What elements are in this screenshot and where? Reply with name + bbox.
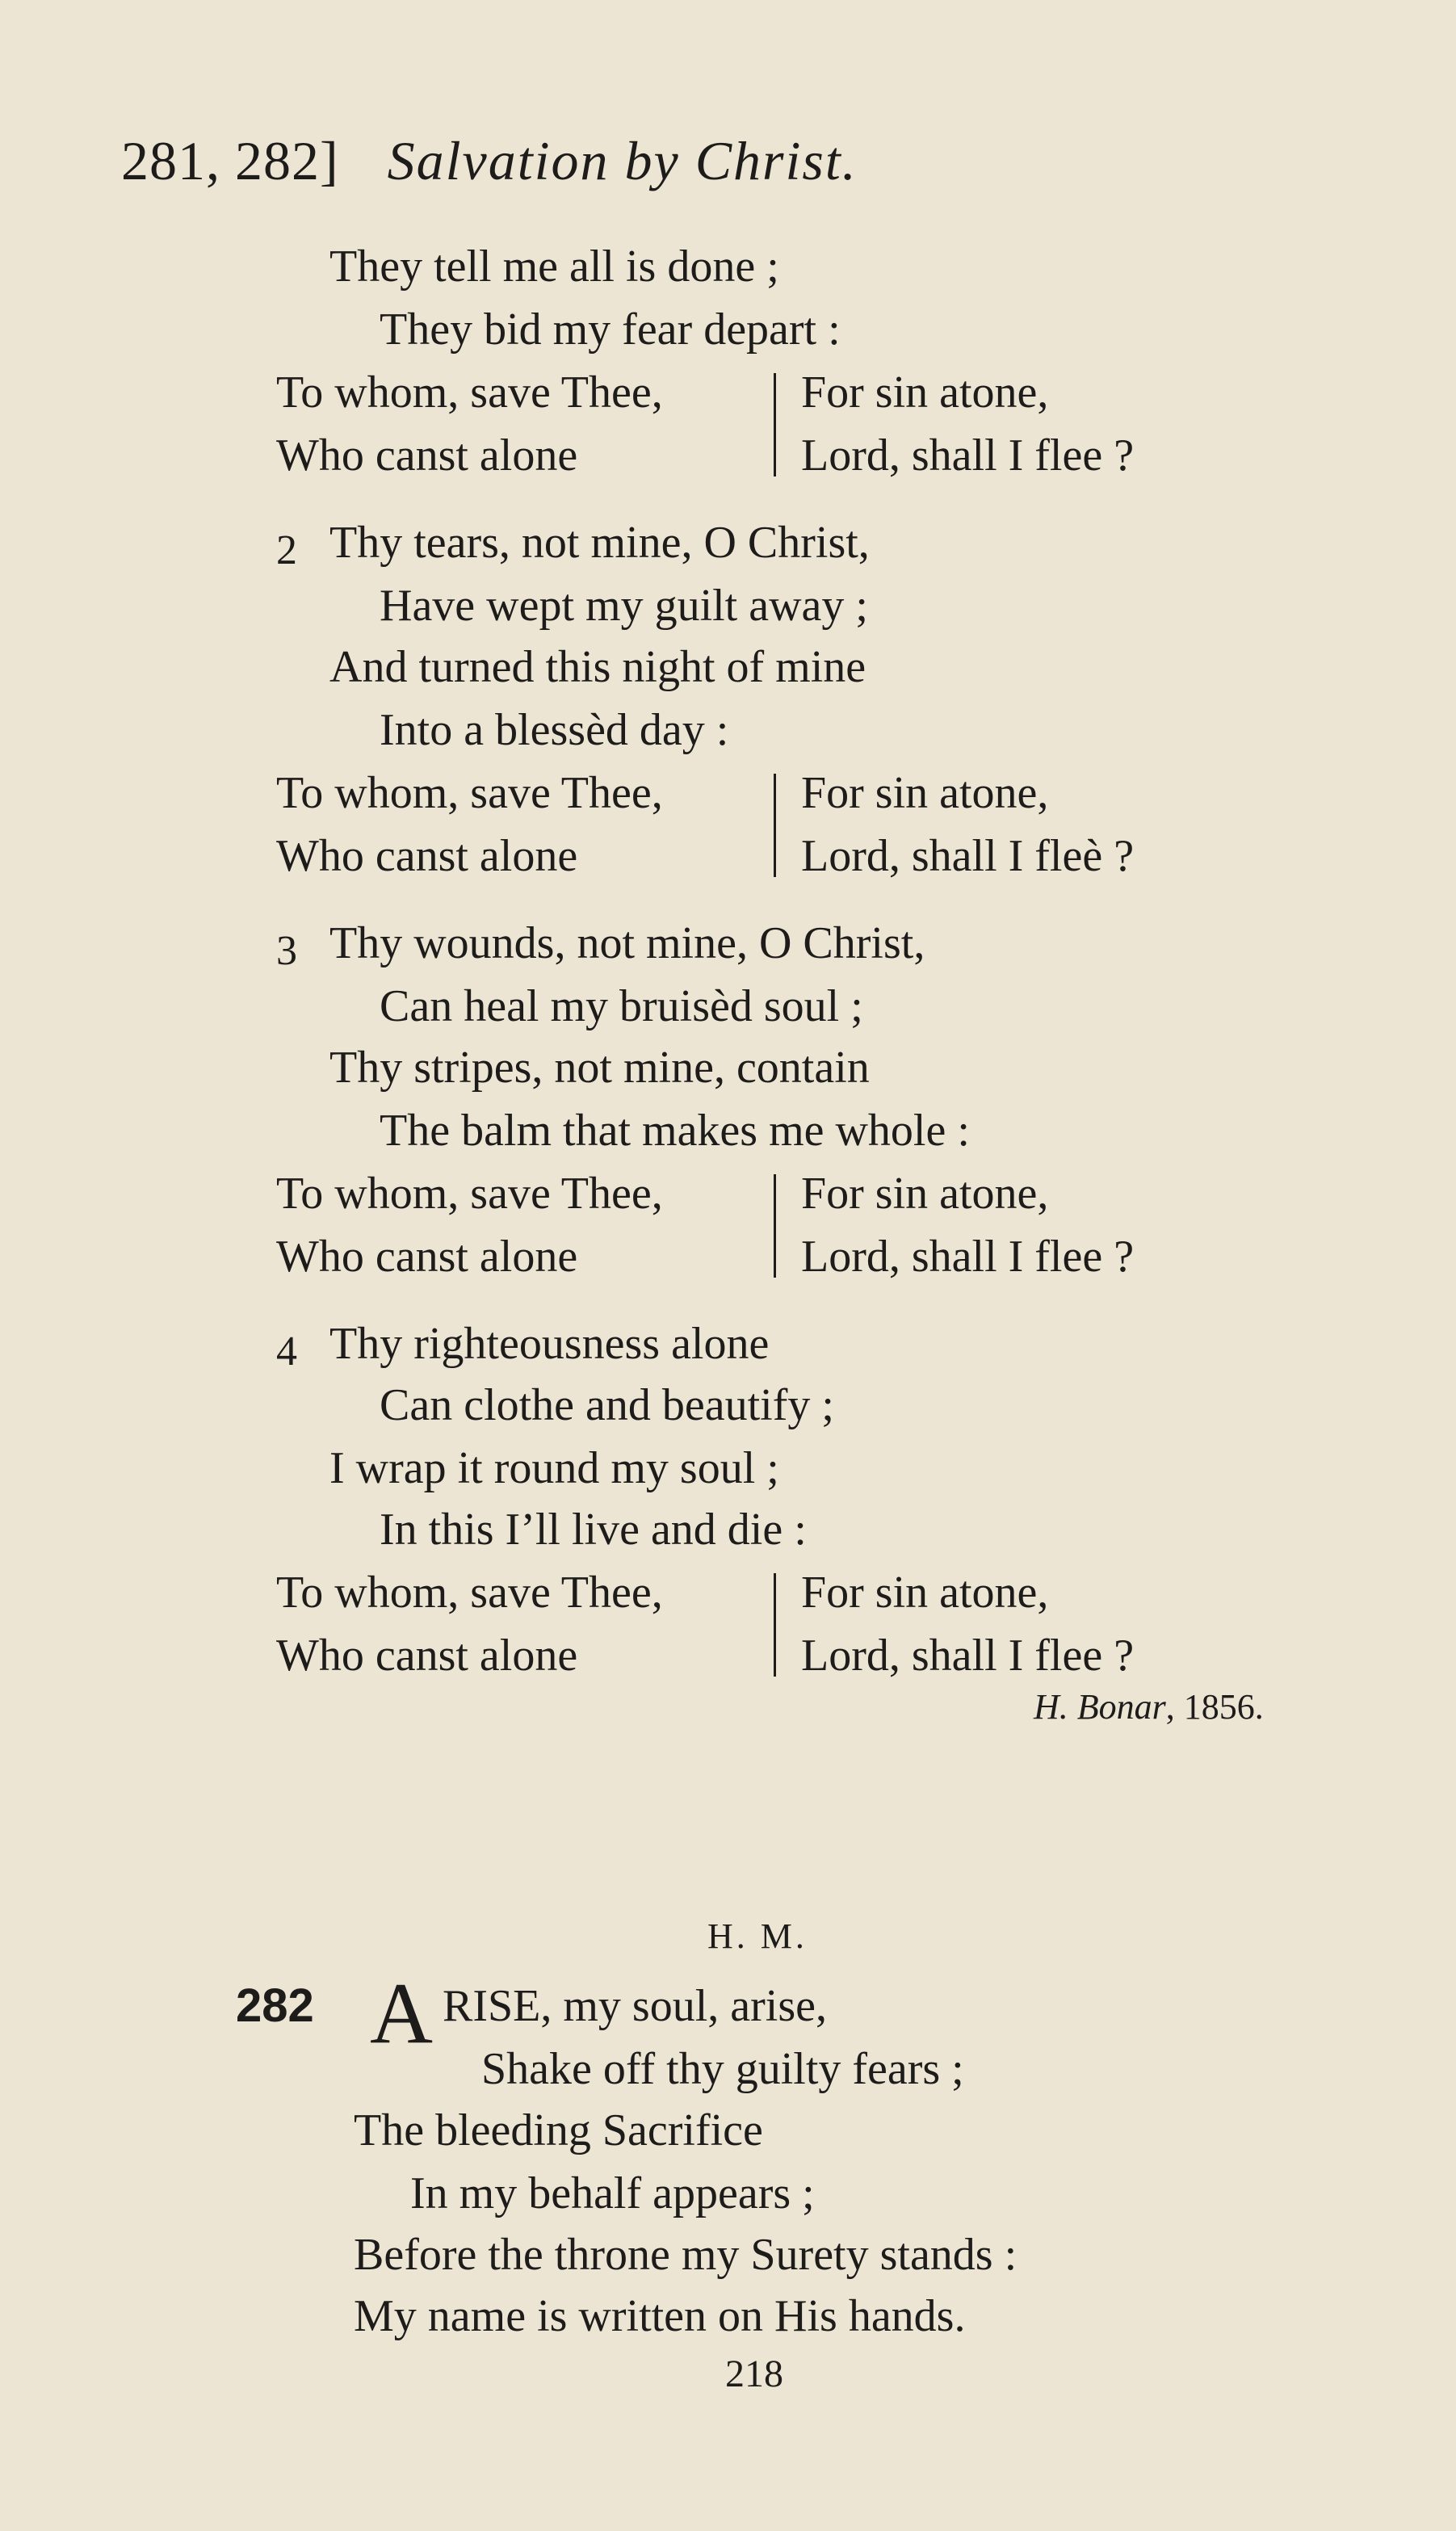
refrain-left-line: Who canst alone [276,1232,578,1282]
refrain-right-line: For sin atone, [801,1169,1049,1219]
verse-number: 4 [276,1328,297,1375]
refrain-right-line: For sin atone, [801,1568,1049,1618]
refrain-right-line: Lord, shall I flee ? [801,1631,1135,1681]
running-header [121,129,858,193]
refrain-right-line: Lord, shall I fleè ? [801,831,1135,881]
verse-line: Can clothe and beautify ; [380,1380,834,1430]
verse-line: Thy wounds, not mine, O Christ, [329,918,925,968]
author-year: , 1856. [1165,1687,1264,1727]
hymn-numbers: 281, 282] [121,130,339,191]
verse-line: RISE, my soul, arise, [443,1981,827,2031]
author-attribution [1034,1686,1264,1727]
verse-line: Before the throne my Surety stands : [354,2230,1018,2280]
refrain-divider [774,1174,776,1278]
refrain-left-line: To whom, save Thee, [276,1568,663,1618]
verse-line: They bid my fear depart : [380,304,841,355]
verse-line: I wrap it round my soul ; [329,1443,779,1493]
refrain-divider [774,373,776,476]
refrain-left-line: To whom, save Thee, [276,1169,663,1219]
verse-line: My name is written on His hands. [354,2291,966,2341]
page-number: 218 [725,2353,783,2395]
author-name: H. Bonar [1034,1687,1166,1727]
refrain-right-line: For sin atone, [801,768,1049,818]
meter-label: H. M. [707,1916,808,1956]
refrain-right-line: For sin atone, [801,367,1049,418]
refrain-divider [774,774,776,877]
verse-line: They tell me all is done ; [329,241,779,292]
refrain-divider [774,1573,776,1677]
verse-line: In my behalf appears ; [410,2168,815,2218]
verse-line: The balm that makes me whole : [380,1106,970,1156]
verse-line: Into a blessèd day : [380,705,729,755]
verse-number: 2 [276,527,297,573]
refrain-right-line: Lord, shall I flee ? [801,430,1135,481]
verse-line: Shake off thy guilty fears ; [481,2044,964,2094]
refrain-left-line: To whom, save Thee, [276,367,663,418]
refrain-right-line: Lord, shall I flee ? [801,1232,1135,1282]
verse-line: Thy stripes, not mine, contain [329,1043,870,1093]
verse-line: The bleeding Sacrifice [354,2105,763,2155]
verse-line: Thy righteousness alone [329,1319,770,1369]
verse-line: Have wept my guilt away ; [380,581,868,631]
verse-line: Can heal my bruisèd soul ; [380,981,863,1031]
refrain-left-line: Who canst alone [276,831,578,881]
verse-line: In this I’ll live and die : [380,1505,807,1555]
page-title: Salvation by Christ. [387,130,858,191]
refrain-left-line: To whom, save Thee, [276,768,663,818]
verse-line: Thy tears, not mine, O Christ, [329,518,870,568]
hymn-number: 282 [236,1979,314,2032]
refrain-left-line: Who canst alone [276,430,578,481]
refrain-left-line: Who canst alone [276,1631,578,1681]
drop-cap: A [370,1966,433,2062]
verse-line: And turned this night of mine [329,642,866,692]
verse-number: 3 [276,928,297,974]
